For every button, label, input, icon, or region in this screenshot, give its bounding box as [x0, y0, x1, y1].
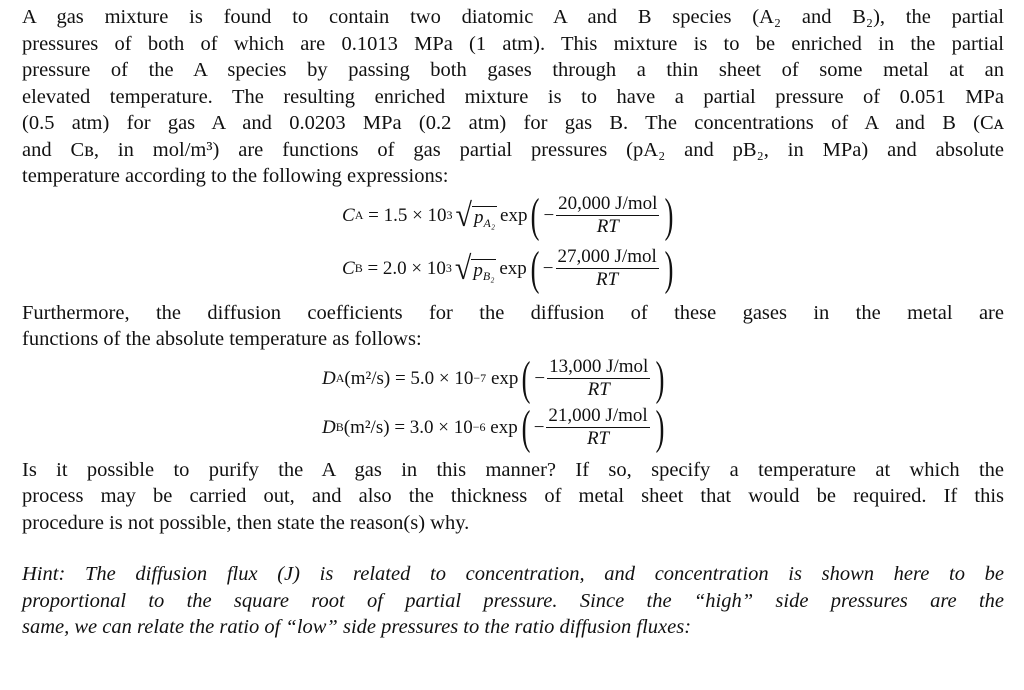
text-line: Furthermore, the diffusion coefficients for the diffusion of these gases in the metal are	[22, 301, 1004, 324]
text-line: procedure is not possible, then state the reason(s) why.	[22, 511, 470, 534]
text-line: Is it possible to purify the A gas in this manner? If so, specify a temperature at which the	[22, 458, 1004, 481]
sqrt: √ $p_{A_2}$	[455, 196, 496, 234]
text-line: process may be carried out, and also the thickness of metal sheet that would be required. If this	[22, 485, 1004, 507]
eq-lhs: C	[342, 257, 355, 279]
text-line: and Cʙ, in mol/m³) are functions of gas partial pressures (pA₂ and pB₂, in MPa) and absolute	[22, 138, 1004, 161]
eq-lhs-sub: B	[354, 261, 363, 275]
fraction: $\frac{\text{20,000 J/mol}}{RT}$	[558, 193, 658, 237]
equation-diffusion-b: D B (m²/s) = 3.0 × 10 −6 exp ( − $\frac{\text{21,000 J/mol}}{RT}$ )	[322, 400, 665, 454]
problem-document	[22, 4, 1004, 641]
eq-exp: exp	[500, 204, 528, 226]
text-line: (0.5 atm) for gas A and 0.0203 MPa (0.2 atm) for gas B. The concentrations of A and B (Cᴀ	[22, 112, 1004, 134]
paragraph-question	[22, 457, 1004, 537]
eq-exp: exp	[490, 416, 518, 438]
text-line: functions of the absolute temperature as follows:	[22, 328, 422, 350]
fraction: $\frac{\text{27,000 J/mol}}{RT}$	[557, 246, 657, 290]
eq-lhs-sub: A	[354, 208, 364, 222]
paragraph-diffusion	[22, 300, 1004, 353]
eq-coefficient: = 1.5 ×	[368, 204, 423, 226]
text-line: A gas mixture is found to contain two diatomic A and B species (A₂ and B₂), the partial	[22, 6, 1004, 28]
paragraph-hint	[22, 561, 1004, 641]
eq-exponent: 3	[446, 208, 453, 222]
eq-base: 10	[427, 204, 447, 226]
eq-lhs: C	[342, 204, 355, 226]
text-line: elevated temperature. The resulting enriched mixture is to have a partial pressure of 0.051 MPa	[22, 85, 1004, 108]
text-line: pressures of both of which are 0.1013 MPa (1 atm). This mixture is to be enriched in the partial	[22, 32, 1004, 55]
eq-exp: exp	[499, 257, 527, 279]
eq-coefficient: = 2.0 ×	[367, 257, 423, 279]
eq-coefficient: = 3.0 ×	[394, 416, 449, 438]
eq-lhs: D	[322, 367, 336, 389]
eq-lhs-sub: A	[335, 371, 345, 385]
fraction: $\frac{\text{13,000 J/mol}}{RT}$	[549, 356, 649, 400]
eq-lhs: D	[322, 416, 336, 438]
eq-lhs-sub: B	[335, 420, 344, 434]
paragraph-problem-statement	[22, 4, 1004, 190]
equation-concentration-b: C B = 2.0 × 10 3 √ $p_{B_2}$ exp ( − $\frac{\text{27,000 J/mol}}{RT}$ )	[342, 241, 674, 295]
eq-exponent: −6	[472, 420, 486, 434]
eq-base: 10	[426, 257, 446, 279]
eq-base: 10	[454, 367, 474, 389]
text-line: pressure of the A species by passing both gases through a thin sheet of some metal at an	[22, 59, 1004, 81]
eq-base: 10	[453, 416, 473, 438]
text-line: proportional to the square root of partial pressure. Since the “high” side pressures are the	[22, 589, 1004, 612]
eq-unit: (m²/s)	[343, 416, 390, 438]
fraction: $\frac{\text{21,000 J/mol}}{RT}$	[548, 405, 648, 449]
eq-unit: (m²/s)	[344, 367, 391, 389]
equation-concentration-a: C A = 1.5 × 10 3 √ $p_{A_2}$ exp ( − $\frac{\text{20,000 J/mol}}{RT}$ )	[342, 188, 674, 242]
sqrt: √ $p_{B_2}$	[454, 249, 495, 287]
text-line: temperature according to the following expressions:	[22, 165, 449, 187]
equation-diffusion-a: D A (m²/s) = 5.0 × 10 −7 exp ( − $\frac{\text{13,000 J/mol}}{RT}$ )	[322, 351, 665, 405]
text-line: Hint: The diffusion flux (J) is related to concentration, and concentration is shown here to be	[22, 563, 1004, 585]
eq-exponent: 3	[445, 261, 452, 275]
eq-coefficient: = 5.0 ×	[394, 367, 450, 389]
text-line: same, we can relate the ratio of “low” side pressures to the ratio diffusion fluxes:	[22, 616, 692, 638]
eq-exp: exp	[490, 367, 519, 389]
eq-exponent: −7	[473, 371, 487, 385]
